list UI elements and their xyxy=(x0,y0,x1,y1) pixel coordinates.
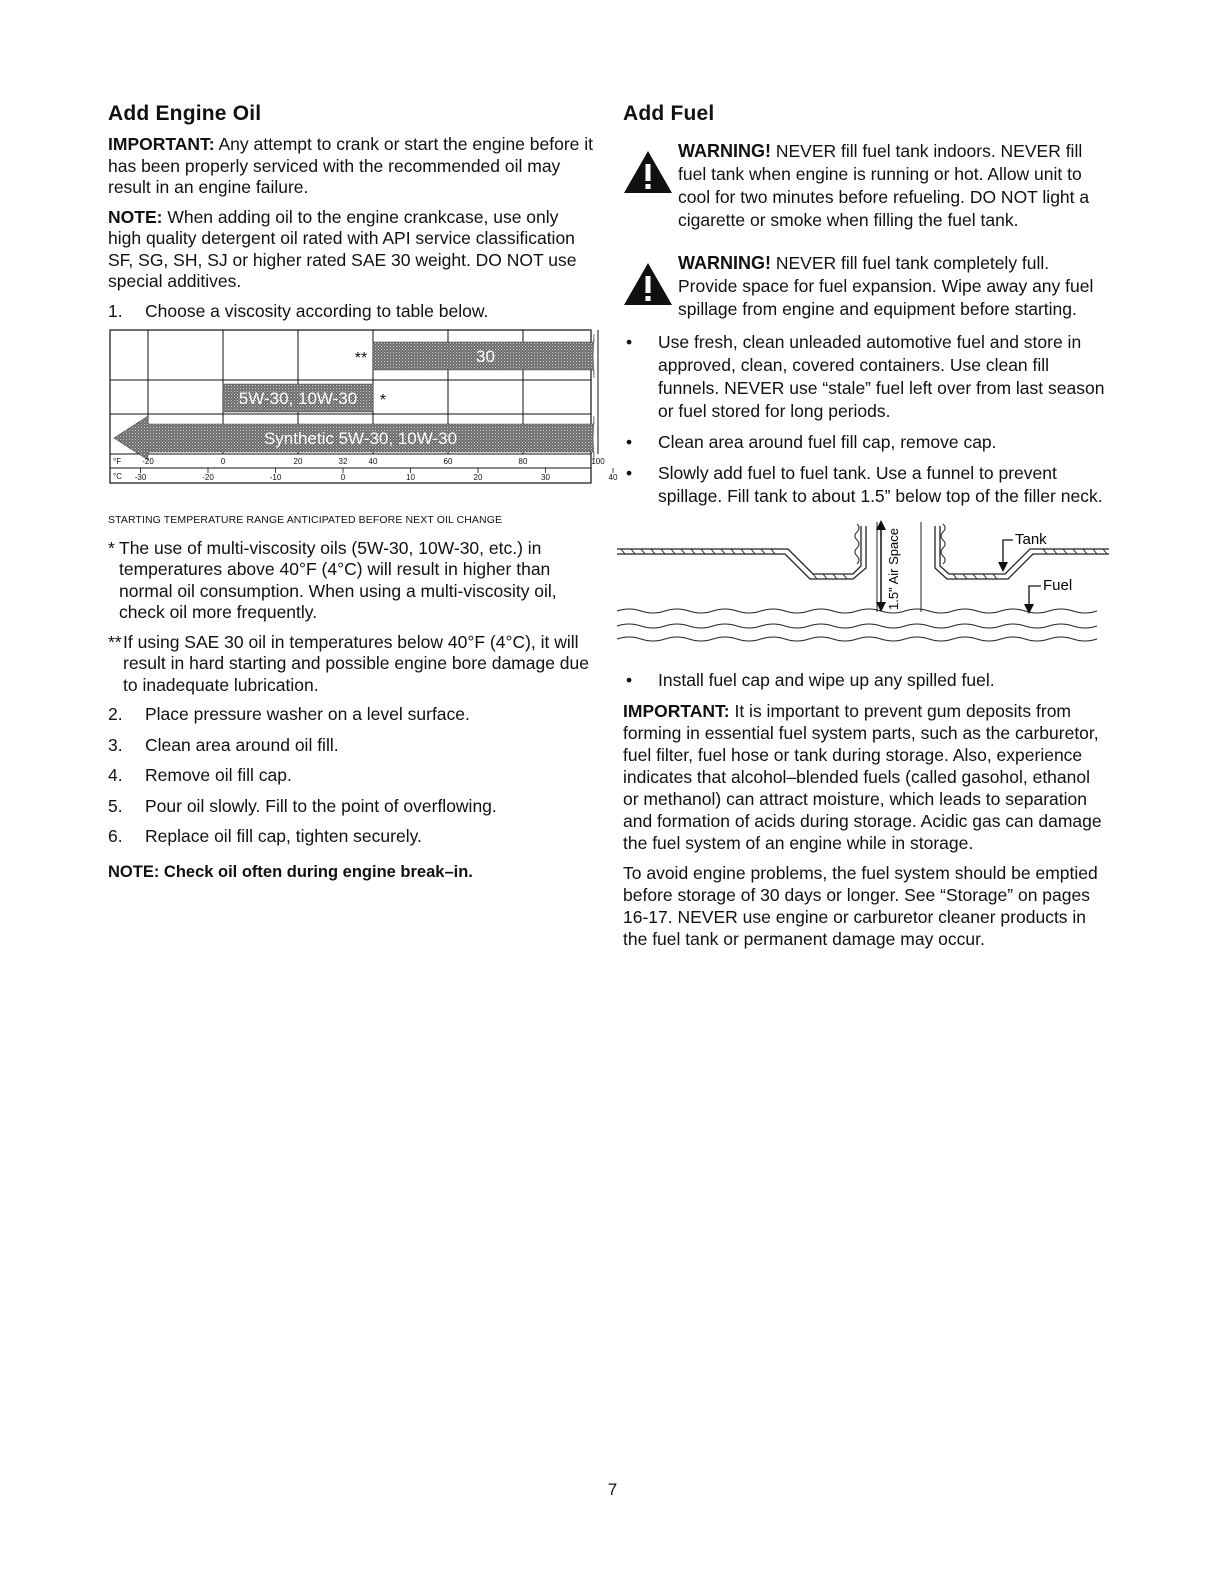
bullet-dot: • xyxy=(626,670,633,690)
chart-bars xyxy=(114,334,594,460)
note-label: NOTE: xyxy=(108,206,163,227)
step-text: Choose a viscosity according to table below. xyxy=(145,300,489,321)
bullet-text: Use fresh, clean unleaded automotive fuel and store in approved, clean, covered containers. Use clean fill funnels. NEVER use “stale” fuel left over from last season or fuel stored for long periods. xyxy=(658,332,1105,421)
section-heading-engine-oil: Add Engine Oil xyxy=(108,102,262,125)
f-tick-label: 0 xyxy=(220,457,226,466)
f-tick-label: 80 xyxy=(518,457,528,466)
bullet-item xyxy=(623,462,1110,508)
tank-label: Tank xyxy=(1015,531,1047,548)
air-space-label: 1.5" Air Space xyxy=(886,528,901,610)
step-text: Clean area around oil fill. xyxy=(145,734,339,755)
bullet-text: Slowly add fuel to fuel tank. Use a funnel to prevent spillage. Fill tank to about 1.5” below top of the filler neck. xyxy=(658,463,1103,506)
neck-squiggle xyxy=(855,524,859,564)
neck-squiggle xyxy=(941,524,945,564)
chart-bar-label: 30 xyxy=(476,347,495,366)
f-tick-label: 100 xyxy=(591,457,605,466)
oil-viscosity-chart xyxy=(108,328,618,508)
tank-hatch xyxy=(621,549,847,579)
c-tick-label: 20 xyxy=(473,473,483,482)
warning-1 xyxy=(623,140,1110,232)
footnote-double-star xyxy=(108,632,595,697)
warning-triangle-icon xyxy=(623,262,673,306)
f-unit-label: °F xyxy=(113,457,122,466)
step-number: 5. xyxy=(108,795,123,816)
c-tick-label: 10 xyxy=(406,473,415,482)
important-text: Any attempt to crank or start the engine before it has been properly serviced with the recommended oil may result in an engine failure. xyxy=(108,134,594,197)
chart-axis xyxy=(113,457,618,482)
fuel-surface xyxy=(617,609,1097,613)
important-label: IMPORTANT: xyxy=(623,701,730,721)
c-tick-label: -10 xyxy=(269,473,282,482)
chart-bar-label: Synthetic 5W-30, 10W-30 xyxy=(263,429,458,448)
step-3 xyxy=(108,735,595,757)
c-tick-label: -30 xyxy=(134,473,147,482)
step-number: 4. xyxy=(108,765,123,785)
tank-leader-arrow xyxy=(998,562,1008,572)
bullet-dot: • xyxy=(626,332,633,352)
bullet-dot: • xyxy=(626,463,633,483)
chart-caption: STARTING TEMPERATURE RANGE ANTICIPATED BEFORE NEXT OIL CHANGE xyxy=(108,514,503,526)
step-6 xyxy=(108,826,595,848)
bullet-item xyxy=(623,431,1110,454)
footnote-text: If using SAE 30 oil in temperatures below 40°F (4°C), it will result in hard starting and possible engine bore damage due to inadequate lubrication. xyxy=(123,631,590,695)
bullet-item xyxy=(623,669,1110,692)
warning-text: NEVER fill fuel tank indoors. NEVER fill fuel tank when engine is running or hot. Allow unit to cool for two minutes before refueling. DO NOT light a cigarette or smoke when filling the fuel tank. xyxy=(678,141,1090,230)
step-text: Replace oil fill cap, tighten securely. xyxy=(145,826,422,846)
important-storage-paragraph xyxy=(623,700,1110,854)
warning-2 xyxy=(623,252,1110,321)
f-tick-label: 20 xyxy=(293,457,303,466)
chart-bar-marker: ** xyxy=(354,350,368,367)
warning-triangle-icon xyxy=(623,150,673,194)
c-tick-label: 40 xyxy=(608,473,618,482)
step-number: 3. xyxy=(108,734,123,755)
page-number: 7 xyxy=(607,1480,618,1499)
note-paragraph xyxy=(108,207,595,293)
c-tick-label: -20 xyxy=(202,473,214,482)
f-tick-label: 40 xyxy=(368,457,378,466)
fuel-label: Fuel xyxy=(1043,577,1073,594)
note-break-in: NOTE: Check oil often during engine break–in. xyxy=(108,862,473,881)
tank-leader xyxy=(1003,540,1013,564)
step-text: Remove oil fill cap. xyxy=(145,765,292,785)
step-4 xyxy=(108,765,595,787)
section-heading-fuel: Add Fuel xyxy=(623,102,715,125)
f-tick-label: 60 xyxy=(443,457,453,466)
chart-bar-label: 5W-30, 10W-30 xyxy=(238,389,358,408)
right-column xyxy=(623,102,1110,958)
bullet-text: Clean area around fuel fill cap, remove cap. xyxy=(658,432,997,452)
step-5 xyxy=(108,796,595,818)
step-1 xyxy=(108,301,595,323)
warning-text: NEVER fill fuel tank completely full. Provide space for fuel expansion. Wipe away any fuel spillage from engine and equipment before starting. xyxy=(678,253,1094,319)
bullet-text: Install fuel cap and wipe up any spilled fuel. xyxy=(658,670,995,690)
fuel-surface xyxy=(617,637,1097,641)
f-tick-label: 32 xyxy=(338,457,348,466)
step-number: 6. xyxy=(108,826,123,846)
step-text: Place pressure washer on a level surface. xyxy=(145,704,470,724)
fuel-fill-diagram xyxy=(613,516,1113,661)
bullet-dot: • xyxy=(626,432,633,452)
step-2 xyxy=(108,704,595,726)
c-unit-label: °C xyxy=(113,472,122,481)
footnote-text: The use of multi-viscosity oils (5W-30, 10W-30, etc.) in temperatures above 40°F (4°C) will result in higher than normal oil consumption. When using a multi-viscosity oil, check oil more frequently. xyxy=(119,537,557,622)
important-label: IMPORTANT: xyxy=(108,134,215,154)
left-column xyxy=(108,102,618,883)
tank-wall xyxy=(617,526,861,574)
warning-label: WARNING! xyxy=(678,253,771,273)
note-text: When adding oil to the engine crankcase, use only high quality detergent oil rated with API service classification SF, SG, SH, SJ or higher rated SAE 30 weight. DO NOT use special additives. xyxy=(108,206,577,291)
step-number: 2. xyxy=(108,704,123,724)
bullet-item xyxy=(623,331,1110,423)
steps-list xyxy=(108,704,595,848)
step-text: Pour oil slowly. Fill to the point of overflowing. xyxy=(145,795,497,816)
chart-bar-marker: * xyxy=(379,392,387,409)
f-tick-label: -20 xyxy=(142,457,154,466)
fuel-surface xyxy=(617,624,1097,628)
footnote-single-star xyxy=(108,538,595,624)
important-paragraph xyxy=(108,134,595,199)
important-text: It is important to prevent gum deposits from forming in essential fuel system parts, such as the carburetor, fuel filter, fuel hose or tank during storage. Also, experience indicates that alcohol–blended fuels (called gasohol, ethanol or methanol) can attract moisture, which leads to separation and formation of acids during storage. Acidic gas can damage the fuel system of an engine while in storage. xyxy=(623,701,1102,853)
storage-paragraph: To avoid engine problems, the fuel system should be emptied before storage of 30 days or longer. See “Storage” on pages 16-17. NEVER use engine or carburetor cleaner products in the fuel tank or permanent damage may occur. xyxy=(623,863,1098,949)
footnote-marker: * xyxy=(108,537,115,558)
c-tick-label: 30 xyxy=(541,473,550,482)
c-tick-label: 0 xyxy=(340,473,346,482)
step-number: 1. xyxy=(108,300,123,321)
warning-label: WARNING! xyxy=(678,141,771,161)
footnote-marker: ** xyxy=(108,631,122,652)
